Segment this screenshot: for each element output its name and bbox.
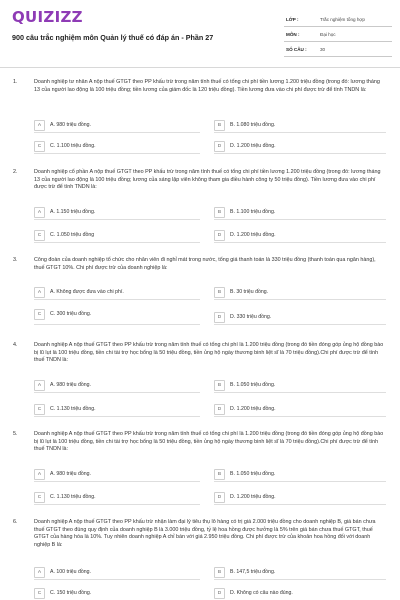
option-text: D. 1.200 triệu đồng. (230, 494, 276, 500)
option-separator (214, 416, 386, 417)
option-letter-box: A (34, 469, 45, 480)
option-separator (214, 132, 386, 133)
meta-value: Đại học (320, 31, 336, 37)
question-text: Doanh nghiệp tư nhân A nộp thuế GTGT theo PP khấu trừ trong năm tính thuế có tổng chi phí tiền lương 1.200 triệu đồng (trong đó: lương tháng 13 của người lao động là 100 triệu đồng; tiền lương của giám đốc là 120 triệu đồng). Tiền lương đưa vào chi phí được trừ để tính TNDN là: (34, 79, 380, 93)
option-text: C. 1.130 triệu đồng. (50, 494, 96, 500)
question-number: 5. (13, 431, 18, 437)
answer-option-a[interactable] (34, 565, 91, 579)
header-divider (0, 67, 400, 68)
answer-option-c[interactable] (34, 228, 94, 242)
option-separator (214, 481, 386, 482)
option-separator (214, 324, 386, 325)
option-letter-box: D (214, 492, 225, 503)
option-separator (214, 579, 386, 580)
option-letter-box: B (214, 567, 225, 578)
option-separator (214, 299, 386, 300)
option-separator (214, 504, 386, 505)
option-text: B. 1.050 triệu đồng. (230, 471, 276, 477)
option-text: B. 1.080 triệu đồng. (230, 122, 276, 128)
option-letter-box: B (214, 469, 225, 480)
answer-option-c[interactable] (34, 402, 96, 416)
option-letter-box: C (34, 588, 45, 599)
answer-option-d[interactable] (214, 228, 276, 242)
document-title: 900 câu trắc nghiệm môn Quản lý thuế có đáp án - Phần 27 (12, 33, 214, 42)
meta-table (284, 12, 392, 57)
option-text: C. 300 triệu đồng. (50, 311, 92, 317)
option-letter-box: D (214, 312, 225, 323)
question-text: Doanh nghiệp A nộp thuế GTGT theo PP khấu trừ nhận làm đại lý tiêu thụ lô hàng có trị giá 2.000 triệu đồng cho doanh nghiệp B, giá bán chưa thuế GTGT theo đúng quy định của doanh nghiệp B là 3.000 triệu đồng, tỷ lệ hoa hồng được hưởng là 5% trên giá bán chưa thuế GTGT, thuế GTGT của hàng hóa là 10%. Tuy nhiên doanh nghiệp A chỉ bán với giá 2.950 triệu đồng. Chi phí được trừ của khoản hoa hồng đối với doanh nghiệp B là: (34, 519, 376, 548)
answer-option-b[interactable] (214, 565, 275, 579)
option-separator (34, 219, 200, 220)
option-letter-box: C (34, 230, 45, 241)
meta-row-subject (284, 27, 392, 42)
option-separator (214, 242, 386, 243)
option-text: B. 147,5 triệu đồng. (230, 569, 276, 575)
option-text: D. 330 triệu đồng. (230, 314, 272, 320)
option-text: B. 1.050 triệu đồng. (230, 382, 276, 388)
option-text: D. 1.200 triệu đồng. (230, 232, 276, 238)
option-separator (34, 579, 200, 580)
answer-option-b[interactable] (214, 205, 275, 219)
meta-label: SỐ CÂU : (286, 46, 307, 52)
option-letter-box: C (34, 309, 45, 320)
option-separator (34, 242, 200, 243)
option-letter-box: D (214, 230, 225, 241)
answer-option-b[interactable] (214, 467, 275, 481)
meta-label: LỚP : (286, 16, 299, 22)
quizizz-logo (12, 9, 83, 25)
option-letter-box: B (214, 120, 225, 131)
option-text: D. 1.200 triệu đồng. (230, 406, 276, 412)
option-letter-box: D (214, 141, 225, 152)
answer-option-a[interactable] (34, 378, 91, 392)
option-letter-box: A (34, 567, 45, 578)
option-letter-box: A (34, 207, 45, 218)
option-separator (214, 392, 386, 393)
answer-option-a[interactable] (34, 205, 95, 219)
answer-option-c[interactable] (34, 490, 96, 504)
option-letter-box: C (34, 141, 45, 152)
option-text: C. 150 triệu đồng. (50, 590, 92, 596)
option-letter-box: B (214, 380, 225, 391)
question-number: 6. (13, 519, 18, 525)
meta-value: 30 (320, 46, 326, 52)
answer-option-a[interactable] (34, 285, 124, 299)
option-letter-box: D (214, 404, 225, 415)
answer-option-d[interactable] (214, 139, 276, 153)
option-text: B. 1.100 triệu đồng. (230, 209, 276, 215)
question-number: 2. (13, 169, 18, 175)
answer-option-c[interactable] (34, 307, 91, 321)
answer-option-d[interactable] (214, 586, 293, 600)
answer-option-d[interactable] (214, 402, 276, 416)
answer-option-c[interactable] (34, 586, 91, 600)
option-letter-box: A (34, 120, 45, 131)
answer-option-d[interactable] (214, 310, 271, 324)
option-separator (34, 481, 200, 482)
option-text: A. 100 triệu đồng. (50, 569, 91, 575)
meta-row-count (284, 42, 392, 57)
answer-option-a[interactable] (34, 467, 91, 481)
option-separator (34, 504, 200, 505)
meta-label: MÔN : (286, 31, 300, 37)
question-text: Doanh nghiệp A nộp thuế GTGT theo PP khấu trừ trong năm tính thuế có tổng chi phí là 1.200 triệu đồng (trong đó tiền đóng góp ủng hộ đồng bào bị lũ lụt là 100 triệu đồng, tiền chi tài trợ học bổng là 50 triệu đồng, tiền ủng hộ ngày thương binh liệt sĩ là 70 triệu đồng).Chi phí được trừ để tính thuế TNDN là: (34, 342, 384, 364)
option-text: D. Không có câu nào đúng. (230, 590, 293, 596)
option-text: A. 980 triệu đồng. (50, 382, 91, 388)
option-letter-box: B (214, 287, 225, 298)
option-letter-box: C (34, 492, 45, 503)
option-letter-box: A (34, 287, 45, 298)
meta-value: Trắc nghiệm tổng hợp (320, 16, 365, 22)
option-letter-box: C (34, 404, 45, 415)
option-letter-box: B (214, 207, 225, 218)
header (0, 0, 400, 68)
option-separator (34, 153, 200, 154)
option-text: C. 1.100 triệu đồng. (50, 143, 96, 149)
option-text: C. 1.130 triệu đồng. (50, 406, 96, 412)
option-text: A. 980 triệu đồng. (50, 471, 91, 477)
question-number: 4. (13, 342, 18, 348)
option-letter-box: A (34, 380, 45, 391)
option-separator (34, 299, 200, 300)
option-separator (214, 219, 386, 220)
answer-option-d[interactable] (214, 490, 276, 504)
option-separator (34, 416, 200, 417)
option-separator (34, 324, 200, 325)
question-number: 3. (13, 257, 18, 263)
meta-row-class (284, 12, 392, 27)
option-text: C. 1.050 triệu đồng (50, 232, 95, 238)
logo-text: QUIZIZZ (12, 8, 83, 26)
answer-option-c[interactable] (34, 139, 96, 153)
answer-option-b[interactable] (214, 378, 275, 392)
option-text: A. Không được đưa vào chi phí. (50, 289, 124, 295)
option-separator (34, 132, 200, 133)
option-text: D. 1.200 triệu đồng. (230, 143, 276, 149)
option-text: A. 980 triệu đồng. (50, 122, 91, 128)
answer-option-b[interactable] (214, 285, 268, 299)
answer-option-a[interactable] (34, 118, 91, 132)
option-letter-box: D (214, 588, 225, 599)
option-text: A. 1.150 triệu đồng. (50, 209, 96, 215)
answer-option-b[interactable] (214, 118, 275, 132)
question-text: Công đoàn của doanh nghiệp tổ chức cho nhân viên đi nghỉ mát trong nước, tổng giá thanh toán là 330 triệu đồng (thanh toán qua ngân hàng), thuế GTGT 10%. Chi phí được trừ của doanh nghiệp là: (34, 257, 376, 271)
option-separator (214, 153, 386, 154)
question-text: Doanh nghiệp cổ phần A nộp thuế GTGT theo PP khấu trừ trong năm tính thuế có tổng chi phí tiền lương 1.200 triệu đồng (trong đó: lương tháng 13 của người lao động là 100 triệu đồng; lương của sáng lập viên không tham gia điều hành công ty 50 triệu đồng). Tiền lương đưa vào chi phí được trừ để tính TNDN là: (34, 169, 381, 191)
question-text: Doanh nghiệp A nộp thuế GTGT theo PP khấu trừ trong năm tính thuế có tổng chi phí là 1.200 triệu đồng (trong đó tiền đóng góp ủng hộ đồng bào bị lũ lụt là 100 triệu đồng, tiền chi tài trợ học bổng là 50 triệu đồng, tiền ủng hộ ngày thương binh liệt sĩ là 70 triệu đồng).Chi phí được trừ để tính thuế TNDN là: (34, 431, 384, 453)
question-number: 1. (13, 79, 18, 85)
option-separator (34, 392, 200, 393)
option-text: B. 30 triệu đồng. (230, 289, 269, 295)
